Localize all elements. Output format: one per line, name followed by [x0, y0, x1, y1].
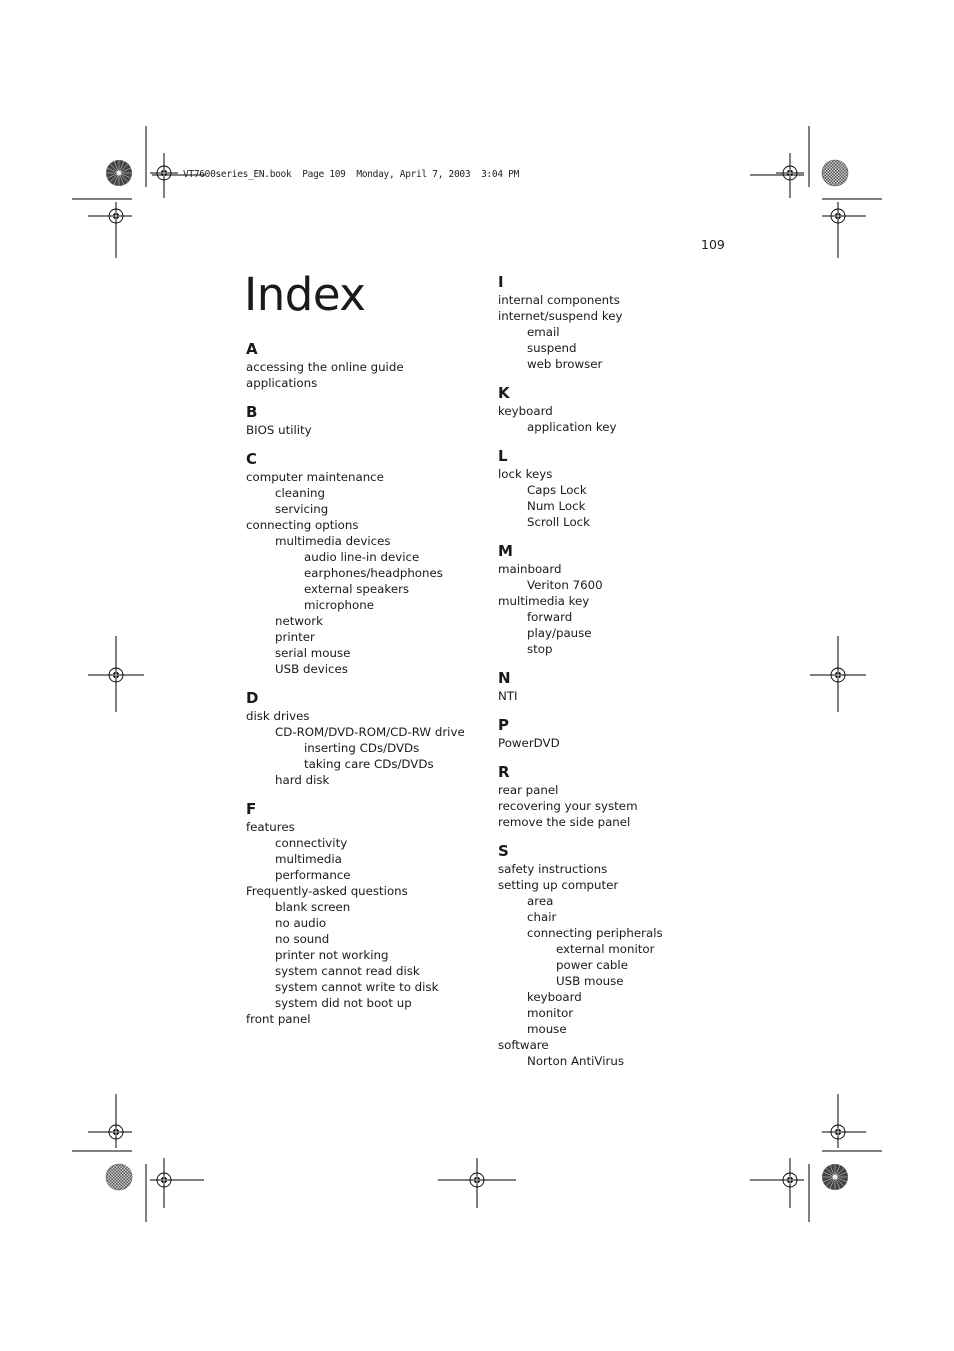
- index-entry: monitor: [527, 1006, 574, 1020]
- index-entry: forward: [527, 610, 573, 624]
- index-entry: servicing: [275, 502, 329, 516]
- section-letter: P: [498, 716, 509, 734]
- index-entry: multimedia: [275, 852, 342, 866]
- index-section-p: [498, 715, 738, 751]
- index-entry: performance: [275, 868, 351, 882]
- index-section-a: [246, 339, 486, 391]
- index-entry: suspend: [527, 341, 577, 355]
- section-letter: F: [246, 800, 257, 818]
- index-entry: multimedia key: [498, 594, 590, 608]
- index-entry: chair: [527, 910, 557, 924]
- index-entry: mainboard: [498, 562, 562, 576]
- index-entry: printer not working: [275, 948, 389, 962]
- index-entry: safety instructions: [498, 862, 608, 876]
- index-entry: software: [498, 1038, 549, 1052]
- section-letter: L: [498, 447, 508, 465]
- index-column-right: [498, 272, 738, 1069]
- index-entry: connectivity: [275, 836, 348, 850]
- index-entry: stop: [527, 642, 553, 656]
- index-entry: no sound: [275, 932, 330, 946]
- index-entry: serial mouse: [275, 646, 351, 660]
- page-number: 109: [701, 237, 725, 252]
- index-entry: Caps Lock: [527, 483, 587, 497]
- index-entry: system cannot write to disk: [275, 980, 439, 994]
- book-header-line: VT7600series_EN.book Page 109 Monday, April 7, 2003 3:04 PM: [183, 169, 520, 180]
- index-entry: application key: [527, 420, 617, 434]
- index-entry: hard disk: [275, 773, 330, 787]
- index-entry: keyboard: [527, 990, 582, 1004]
- index-entry: front panel: [246, 1012, 311, 1026]
- index-column-left: [246, 339, 486, 1027]
- index-entry: Frequently-asked questions: [246, 884, 408, 898]
- page-title: Index: [244, 268, 366, 321]
- index-entry: earphones/headphones: [304, 566, 443, 580]
- section-letter: M: [498, 542, 513, 560]
- section-letter: K: [498, 384, 510, 402]
- index-entry: printer: [275, 630, 315, 644]
- index-entry: microphone: [304, 598, 374, 612]
- index-section-l: [498, 446, 738, 530]
- index-entry: internal components: [498, 293, 620, 307]
- index-entry: accessing the online guide: [246, 360, 404, 374]
- index-section-n: [498, 668, 738, 704]
- index-entry: USB mouse: [556, 974, 624, 988]
- index-entry: lock keys: [498, 467, 553, 481]
- section-letter: I: [498, 273, 504, 291]
- index-section-c: [246, 449, 486, 677]
- index-entry: no audio: [275, 916, 327, 930]
- section-letter: R: [498, 763, 510, 781]
- index-entry: mouse: [527, 1022, 567, 1036]
- index-entry: Scroll Lock: [527, 515, 590, 529]
- index-entry: recovering your system: [498, 799, 638, 813]
- index-entry: internet/suspend key: [498, 309, 623, 323]
- index-section-d: [246, 688, 486, 788]
- index-entry: CD-ROM/DVD-ROM/CD-RW drive: [275, 725, 465, 739]
- index-entry: system cannot read disk: [275, 964, 420, 978]
- index-entry: remove the side panel: [498, 815, 631, 829]
- index-section-k: [498, 383, 738, 435]
- index-entry: cleaning: [275, 486, 325, 500]
- index-entry: network: [275, 614, 323, 628]
- index-entry: USB devices: [275, 662, 348, 676]
- section-letter: D: [246, 689, 259, 707]
- section-letter: A: [246, 340, 258, 358]
- index-entry: power cable: [556, 958, 628, 972]
- index-entry: keyboard: [498, 404, 553, 418]
- index-entry: web browser: [527, 357, 603, 371]
- index-entry: BIOS utility: [246, 423, 312, 437]
- index-entry: blank screen: [275, 900, 351, 914]
- index-entry: connecting peripherals: [527, 926, 663, 940]
- index-entry: external monitor: [556, 942, 655, 956]
- index-entry: Num Lock: [527, 499, 586, 513]
- section-letter: C: [246, 450, 258, 468]
- index-section-b: [246, 402, 486, 438]
- index-entry: computer maintenance: [246, 470, 384, 484]
- index-entry: features: [246, 820, 295, 834]
- index-entry: system did not boot up: [275, 996, 412, 1010]
- index-entry: Veriton 7600: [527, 578, 603, 592]
- index-entry: rear panel: [498, 783, 559, 797]
- index-section-m: [498, 541, 738, 657]
- index-section-i: [498, 272, 738, 372]
- index-entry: audio line-in device: [304, 550, 420, 564]
- section-letter: N: [498, 669, 511, 687]
- index-section-r: [498, 762, 738, 830]
- index-entry: multimedia devices: [275, 534, 391, 548]
- index-entry: disk drives: [246, 709, 310, 723]
- section-letter: B: [246, 403, 258, 421]
- index-entry: applications: [246, 376, 318, 390]
- index-entry: inserting CDs/DVDs: [304, 741, 420, 755]
- index-entry: area: [527, 894, 554, 908]
- index-entry: taking care CDs/DVDs: [304, 757, 434, 771]
- index-entry: play/pause: [527, 626, 592, 640]
- index-entry: connecting options: [246, 518, 359, 532]
- index-entry: setting up computer: [498, 878, 619, 892]
- index-entry: Norton AntiVirus: [527, 1054, 624, 1068]
- index-section-s: [498, 841, 738, 1069]
- section-letter: S: [498, 842, 509, 860]
- index-entry: PowerDVD: [498, 736, 560, 750]
- index-entry: external speakers: [304, 582, 410, 596]
- index-entry: NTI: [498, 689, 518, 703]
- index-entry: email: [527, 325, 560, 339]
- index-section-f: [246, 799, 486, 1027]
